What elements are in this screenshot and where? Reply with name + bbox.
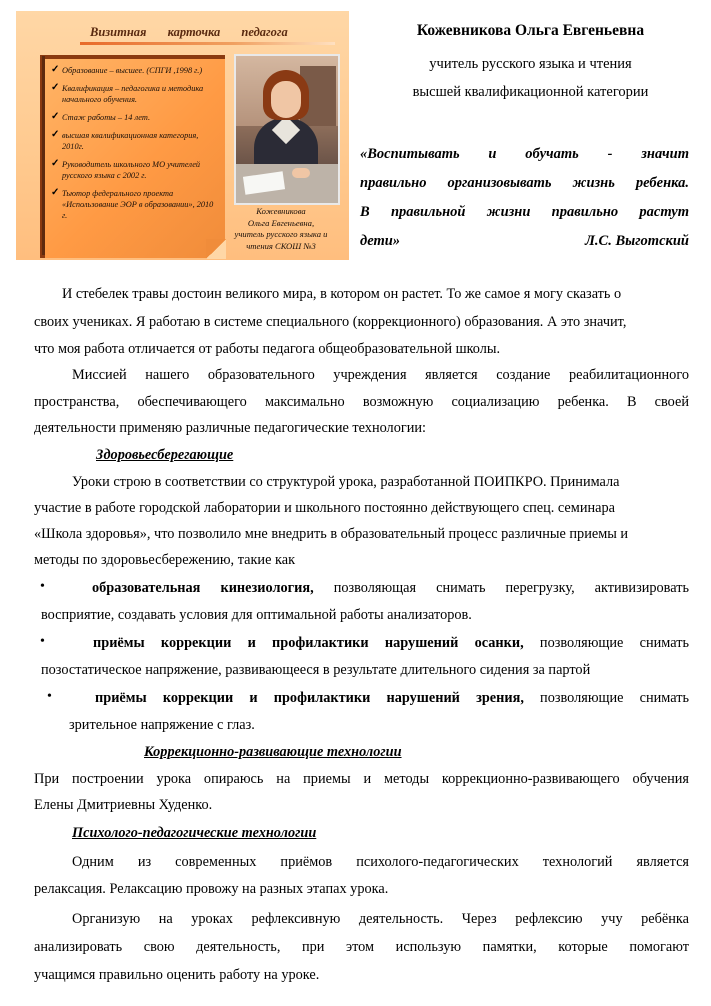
card-info-note xyxy=(40,55,225,258)
bullet-bold-text: образовательная кинезиология, xyxy=(92,580,314,596)
paragraph-line: своих учениках. Я работаю в системе специального (коррекционного) образования. А это значит, xyxy=(34,314,627,330)
bullet-line: зрительное напряжение с глаз. xyxy=(69,717,255,733)
bullet-icon: • xyxy=(40,634,45,649)
checkmark-icon: ✓ xyxy=(51,111,60,122)
epigraph-quote xyxy=(360,140,689,256)
bullet-rest-text: позволяющие снимать xyxy=(523,690,689,706)
quote-last-line xyxy=(360,227,689,256)
card-bullet xyxy=(51,188,217,221)
section-heading-correction: Коррекционно-развивающие технологии xyxy=(144,744,402,760)
card-bullet xyxy=(51,159,217,181)
paragraph-line: деятельности применяю различные педагогические технологии: xyxy=(34,420,426,436)
checkmark-icon: ✓ xyxy=(51,82,60,93)
section-heading-health: Здоровьесберегающие xyxy=(96,447,234,463)
card-bullet xyxy=(51,83,217,105)
bullet-line xyxy=(92,580,689,597)
card-bullet-text: Руководитель школьного МО учителей русского языка с 2002 г. xyxy=(62,160,201,180)
caption-line: Кожевникова xyxy=(256,206,306,216)
caption-line: чтения СКОШ №3 xyxy=(246,240,316,251)
checkmark-icon: ✓ xyxy=(51,64,60,75)
teacher-name: Кожевникова Ольга Евгеньевна xyxy=(416,22,645,39)
paragraph-line: релаксация. Релаксацию провожу на разных этапах урока. xyxy=(34,881,389,897)
card-title xyxy=(90,25,330,45)
card-bullet xyxy=(51,112,217,123)
bullet-line xyxy=(95,690,689,707)
paragraph-line: «Школа здоровья», что позволило мне внедрить в образовательный процесс различные приемы и xyxy=(34,526,629,542)
photo-caption xyxy=(216,206,346,252)
bullet-rest-text: позволяющие снимать xyxy=(523,635,689,651)
teacher-photo xyxy=(234,54,340,205)
paragraph-line: Миссией нашего образовательного учреждения является создание реабилитационного xyxy=(72,367,689,383)
quote-line: правильно организовывать жизнь ребенка. xyxy=(360,175,689,191)
bullet-bold-text: приёмы коррекции и профилактики нарушений зрения, xyxy=(95,690,524,706)
paragraph-line: При построении урока опираюсь на приемы и методы коррекционно-развивающего обучения xyxy=(34,771,689,787)
quote-line: «Воспитывать и обучать - значит xyxy=(360,146,689,162)
bullet-line: восприятие, создавать условия для оптимальной работы анализаторов. xyxy=(41,607,472,623)
quote-author: Л.С. Выготский xyxy=(584,233,689,249)
checkmark-icon: ✓ xyxy=(51,129,60,140)
paragraph-line: Уроки строю в соответствии со структурой урока, разработанной ПОИПКРО. Принимала xyxy=(72,474,620,490)
bullet-bold-text: приёмы коррекции и профилактики нарушений осанки, xyxy=(93,635,524,651)
card-bullet-list xyxy=(45,59,225,221)
card-bullet xyxy=(51,130,217,152)
quote-line: дети» xyxy=(360,233,401,249)
bullet-icon: • xyxy=(47,689,52,704)
bullet-icon: • xyxy=(40,579,45,594)
paragraph-line: Одним из современных приёмов психолого-педагогических технологий является xyxy=(72,854,689,870)
card-title-text: Визитная карточка педагога xyxy=(90,25,288,39)
checkmark-icon: ✓ xyxy=(51,187,60,198)
paragraph-line: Организую на уроках рефлексивную деятельность. Через рефлексию учу ребёнка xyxy=(72,911,689,927)
bullet-line xyxy=(93,635,689,652)
paragraph-line: И стебелек травы достоин великого мира, в котором он растет. То же самое я могу сказать о xyxy=(62,286,622,302)
photo-hand xyxy=(292,168,310,178)
checkmark-icon: ✓ xyxy=(51,158,60,169)
paragraph-line: участие в работе городской лаборатории и школьного постоянно действующего спец. семинара xyxy=(34,500,615,516)
card-bullet xyxy=(51,65,217,76)
paragraph-line: что моя работа отличается от работы педагога общеобразовательной школы. xyxy=(34,341,501,357)
photo-person-face xyxy=(271,81,301,118)
business-card-image xyxy=(16,11,349,260)
caption-line: Ольга Евгеньевна, xyxy=(247,217,315,228)
paragraph-line: методы по здоровьесбережению, такие как xyxy=(34,552,296,568)
section-heading-psychology: Психолого-педагогические технологии xyxy=(72,825,317,841)
paragraph-line: учащимся правильно оценить работу на уроке. xyxy=(34,967,320,983)
teacher-category-line: высшей квалификационной категории xyxy=(412,84,649,100)
card-bullet-text: Тьютор федерального проекта «Использование ЭОР в образовании», 2010 г. xyxy=(62,189,214,220)
paragraph-line: анализировать свою деятельность, при этом использую памятки, которые помогают xyxy=(34,939,689,955)
paragraph-line: Елены Дмитриевны Худенко. xyxy=(34,797,213,813)
teacher-role-line: учитель русского языка и чтения xyxy=(429,56,632,72)
card-bullet-text: высшая квалификационная категория, 2010г. xyxy=(62,131,199,151)
card-bullet-text: Квалификация – педагогика и методика начального обучения. xyxy=(62,84,204,104)
paragraph-line: пространства, обеспечивающего максимально возможную социализацию ребенка. В своей xyxy=(34,394,689,410)
card-title-underline xyxy=(80,42,335,45)
caption-line: учитель русского языка и xyxy=(234,229,328,239)
bullet-rest-text: позволяющая снимать перегрузку, активизировать xyxy=(313,580,689,596)
quote-line: В правильной жизни правильно растут xyxy=(360,204,689,220)
card-bullet-text: Образование – высшее. (СПГИ ,1998 г.) xyxy=(62,66,203,75)
bullet-line: позостатическое напряжение, развивающееся в результате длительного сидения за партой xyxy=(41,662,591,678)
card-bullet-text: Стаж работы – 14 лет. xyxy=(62,113,151,122)
